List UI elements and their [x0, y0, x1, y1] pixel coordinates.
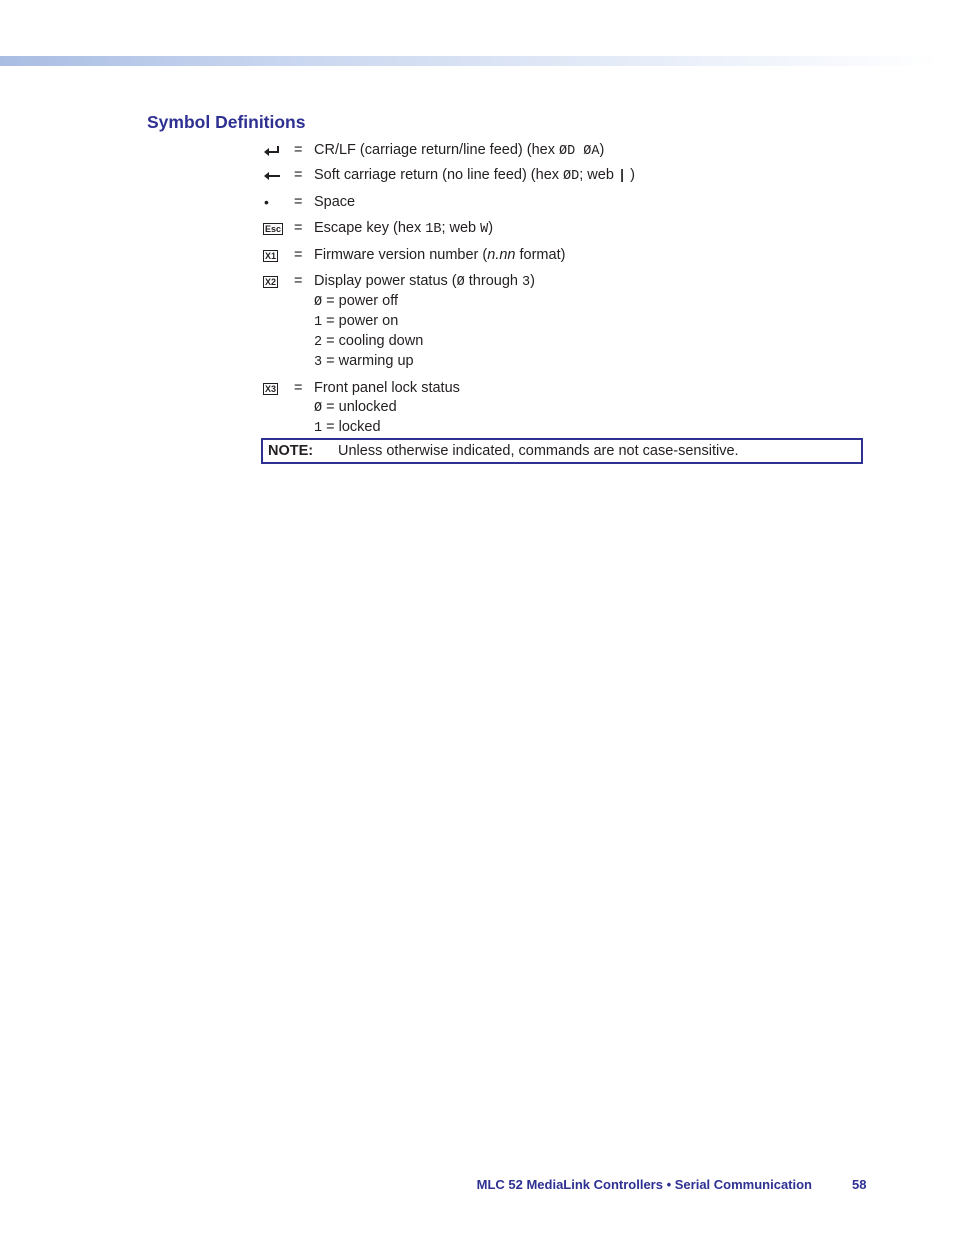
- x2-variable-symbol: X2: [265, 276, 277, 287]
- definition-text: CR/LF (carriage return/line feed) (hex ØD ØA): [314, 142, 605, 159]
- escape-key-symbol: Esc: [265, 223, 282, 234]
- definition-x2: [263, 272, 863, 372]
- value-line: 1 = power on: [314, 313, 399, 330]
- note-box: [261, 438, 863, 464]
- definition-escape: [263, 219, 863, 239]
- definition-text: Soft carriage return (no line feed) (hex ØD; web | ): [314, 167, 635, 184]
- equals-sign: =: [294, 167, 303, 183]
- value-line: Ø = unlocked: [314, 399, 397, 416]
- equals-sign: =: [294, 247, 303, 263]
- definition-x1: [263, 246, 863, 265]
- note-text: Unless otherwise indicated, commands are not case-sensitive.: [338, 443, 739, 459]
- equals-sign: =: [294, 194, 303, 210]
- definition-text: Firmware version number (n.nn format): [314, 247, 566, 263]
- definition-space: [263, 193, 863, 212]
- definition-soft-cr: [263, 166, 863, 186]
- value-line: 2 = cooling down: [314, 333, 424, 350]
- note-label: NOTE:: [268, 443, 314, 459]
- value-line: 1 = locked: [314, 419, 381, 436]
- x3-variable-symbol: X3: [265, 383, 277, 394]
- page-number: 58: [852, 1177, 867, 1192]
- value-line: Ø = power off: [314, 293, 399, 310]
- value-line: 3 = warming up: [314, 353, 414, 370]
- section-title: Symbol Definitions: [147, 112, 306, 132]
- definition-x3: [263, 379, 863, 438]
- definition-crlf: [263, 141, 863, 160]
- footer-title: MLC 52 MediaLink Controllers • Serial Communication: [476, 1177, 812, 1192]
- header-gradient-bar: [0, 56, 940, 66]
- space-bullet-symbol: •: [264, 194, 269, 210]
- definition-text: Space: [314, 194, 356, 210]
- symbol-definitions-list: [263, 141, 863, 438]
- definition-text: Escape key (hex 1B; web W): [314, 220, 494, 237]
- x1-variable-symbol: X1: [265, 250, 277, 261]
- equals-sign: =: [294, 380, 303, 396]
- definition-text: Display power status (Ø through 3) Ø = power off 1 = power on 2 = cooling down 3 = warming up: [314, 272, 863, 372]
- equals-sign: =: [294, 220, 303, 236]
- return-arrow-icon: [263, 141, 285, 160]
- equals-sign: =: [294, 142, 303, 158]
- left-arrow-icon: [263, 166, 285, 185]
- equals-sign: =: [294, 273, 303, 289]
- definition-text: Front panel lock status Ø = unlocked 1 = locked: [314, 379, 863, 438]
